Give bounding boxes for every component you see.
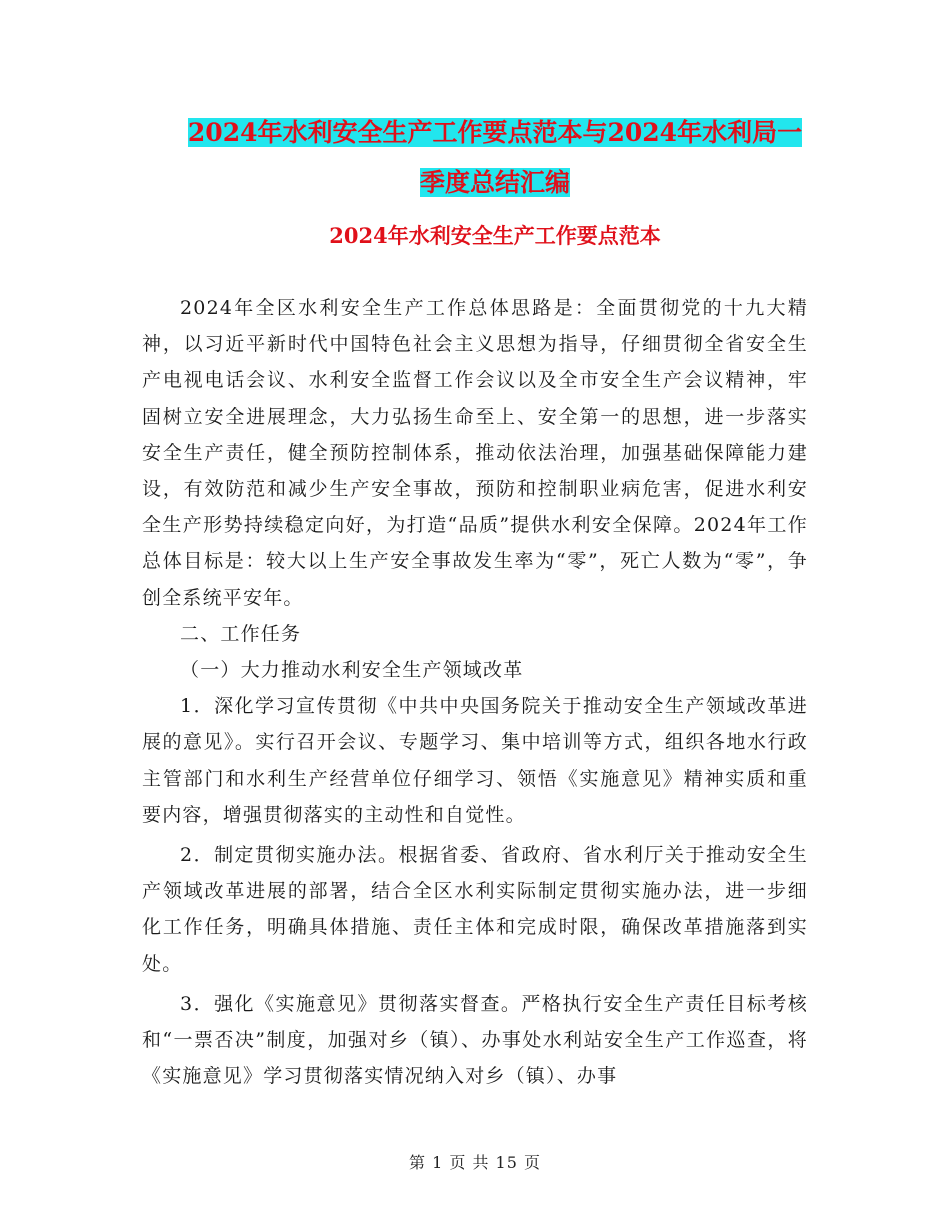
paragraph-overview: 2024年全区水利安全生产工作总体思路是：全面贯彻党的十九大精神，以习近平新时代中国特色社会主义思想为指导，仔细贯彻全省安全生产电视电话会议、水利安全监督工作会议以及全市安全生产会议精神，牢固树立安全进展理念，大力弘扬生命至上、安全第一的思想，进一步落实安全生产责任，健全预防控制体系，推动依法治理，加强基础保障能力建设，有效防范和减少生产安全事故，预防和控制职业病危害，促进水利安全生产形势持续稳定向好，为打造“品质”提供水利安全保障。2024年工作总体目标是：较大以上生产安全事故发生率为“零”，死亡人数为“零”，争创全系统平安年。 (142, 297, 808, 609)
subheading-reform: （一）大力推动水利安全生产领域改革 (180, 659, 524, 682)
paragraph-item-1: 1．深化学习宣传贯彻《中共中央国务院关于推动安全生产领域改革进展的意见》。实行召开会议、专题学习、集中培训等方式，组织各地水行政主管部门和水利生产经营单位仔细学习、领悟《实施意见》精神实质和重要内容，增强贯彻落实的主动性和自觉性。 (142, 695, 808, 826)
document-title (140, 108, 850, 208)
document-title-line1: 2024年水利安全生产工作要点范本与2024年水利局一 (187, 118, 803, 147)
paragraph-item-3: 3．强化《实施意见》贯彻落实督查。严格执行安全生产责任目标考核和“一票否决”制度，加强对乡（镇）、办事处水利站安全生产工作巡查，将《实施意见》学习贯彻落实情况纳入对乡（镇）、办事 (142, 992, 808, 1088)
page-number-footer: 第 1 页 共 15 页 (409, 1153, 541, 1172)
section-title: 2024年水利安全生产工作要点范本 (329, 223, 661, 248)
document-body (142, 290, 808, 1094)
heading-work-tasks: 二、工作任务 (180, 622, 302, 645)
document-title-line2: 季度总结汇编 (419, 168, 570, 197)
paragraph-item-2: 2．制定贯彻实施办法。根据省委、省政府、省水利厅关于推动安全生产领域改革进展的部署，结合全区水利实际制定贯彻实施办法，进一步细化工作任务，明确具体措施、责任主体和完成时限，确保改革措施落到实处。 (142, 844, 808, 975)
